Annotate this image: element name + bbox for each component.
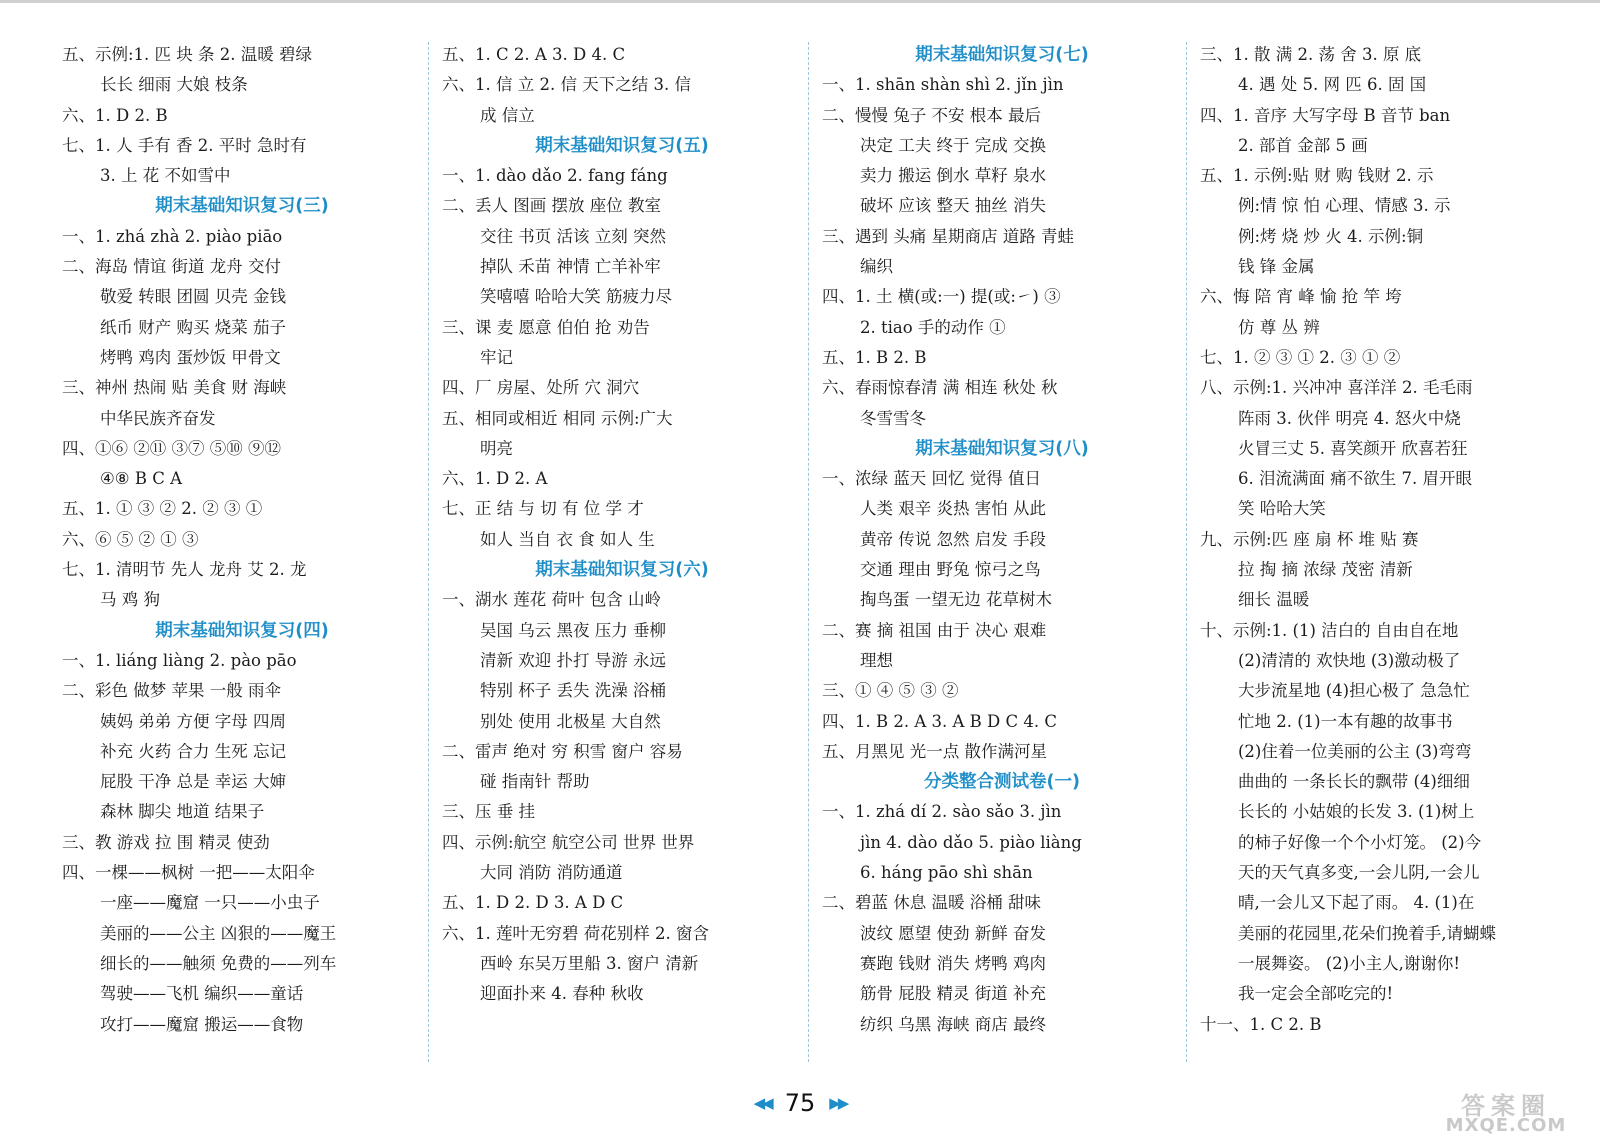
answer-line-continued: 火冒三丈 5. 喜笑颜开 欣喜若狂	[1238, 438, 1468, 458]
answer-line-continued: 仿 尊 丛 辨	[1238, 317, 1320, 337]
column-divider	[1186, 42, 1187, 1062]
answer-line: 一、1. zhá dí 2. sào sǎo 3. jìn	[822, 802, 1062, 822]
answer-line-continued: 阵雨 3. 伙伴 明亮 4. 怒火中烧	[1238, 408, 1461, 428]
answer-line-continued: 西岭 东吴万里船 3. 窗户 清新	[480, 953, 699, 973]
answer-line-continued: ④⑧ B C A	[100, 469, 182, 489]
answer-line-continued: 的柿子好像一个个小灯笼。 (2)今	[1238, 832, 1482, 852]
answer-line: 一、1. liáng liàng 2. pào pāo	[62, 650, 297, 670]
answer-line: 三、1. 散 满 2. 荡 舍 3. 原 底	[1200, 45, 1422, 64]
answer-line-continued: 例:情 惊 怕 心理、情感 3. 示	[1238, 196, 1451, 216]
answer-line-continued: 中华民族齐奋发	[100, 408, 216, 428]
answer-line-continued: 赛跑 钱财 消失 烤鸭 鸡肉	[860, 953, 1046, 973]
answer-line: 六、1. D 2. B	[62, 105, 168, 125]
answer-line: 二、碧蓝 休息 温暖 浴桶 甜味	[822, 893, 1041, 913]
answer-column-3	[822, 40, 1182, 1080]
answer-line: 二、雷声 绝对 穷 积雪 窗户 容易	[442, 741, 683, 761]
answer-line: 一、湖水 莲花 荷叶 包含 山岭	[442, 590, 661, 610]
answer-line-continued: 大步流星地 (4)担心极了 急急忙	[1238, 681, 1470, 701]
page-number: 75	[784, 1089, 816, 1117]
answer-line-continued: 一展舞姿。 (2)小主人,谢谢你!	[1238, 953, 1460, 973]
answer-line: 一、1. shān shàn shì 2. jǐn jìn	[822, 75, 1064, 95]
answer-line-continued: 钱 锋 金属	[1238, 257, 1315, 277]
answer-line-continued: 交往 书页 活该 立刻 突然	[480, 226, 666, 246]
answer-line: 五、示例:1. 匹 块 条 2. 温暖 碧绿	[62, 45, 313, 64]
answer-line-continued: 编织	[860, 257, 893, 277]
answer-line-continued: 天的天气真多变,一会儿阴,一会儿	[1238, 863, 1480, 883]
answer-line-continued: 交通 理由 野兔 惊弓之鸟	[860, 560, 1041, 580]
answer-line-continued: 掏鸟蛋 一望无边 花草树木	[860, 590, 1052, 610]
answer-line: 二、海岛 情谊 街道 龙舟 交付	[62, 257, 281, 277]
answer-line: 七、1. 人 手有 香 2. 平时 急时有	[62, 135, 307, 155]
answer-line-continued: 理想	[860, 650, 893, 670]
column-divider	[808, 42, 809, 1062]
answer-line-continued: 忙地 2. (1)一本有趣的故事书	[1238, 711, 1453, 731]
answer-line: 五、相同或相近 相同 示例:广大	[442, 408, 673, 428]
watermark-domain: MXQE.COM	[1445, 1115, 1567, 1136]
answer-line-continued: 攻打——魔窟 搬运——食物	[100, 1014, 304, 1034]
answer-line-continued: 大同 消防 消防通道	[480, 863, 623, 883]
column-divider	[428, 42, 429, 1062]
answer-column-1	[62, 40, 422, 1080]
answer-line-continued: 烤鸭 鸡肉 蛋炒饭 甲骨文	[100, 347, 281, 367]
answer-line-continued: 长长 细雨 大娘 枝条	[100, 75, 248, 95]
answer-line: 五、1. 示例:贴 财 购 钱财 2. 示	[1200, 166, 1434, 186]
section-heading: 分类整合测试卷(一)	[924, 772, 1080, 793]
answer-line-continued: 我一定会全部吃完的!	[1238, 984, 1394, 1004]
answer-line-continued: 细长的——触须 免费的——列车	[100, 953, 337, 973]
answer-line-continued: 清新 欢迎 扑打 导游 永远	[480, 650, 666, 670]
answer-line: 一、1. dào dǎo 2. fang fáng	[442, 166, 668, 186]
answer-line: 八、示例:1. 兴冲冲 喜洋洋 2. 毛毛雨	[1200, 378, 1473, 398]
section-heading: 期末基础知识复习(五)	[535, 135, 709, 156]
answer-line: 四、一棵——枫树 一把——太阳伞	[62, 863, 315, 883]
answer-line-continued: (2)清清的 欢快地 (3)激动极了	[1238, 650, 1461, 670]
answer-line: 四、1. 音序 大写字母 B 音节 ban	[1200, 105, 1451, 125]
answer-line: 五、月黑见 光一点 散作满河星	[822, 741, 1047, 761]
answer-line-continued: 驾驶——飞机 编织——童话	[100, 984, 304, 1004]
answer-line: 六、1. 信 立 2. 信 天下之结 3. 信	[442, 75, 691, 95]
answer-line-continued: 一座——魔窟 一只——小虫子	[100, 893, 320, 913]
answer-line: 十、示例:1. (1) 洁白的 自由自在地	[1200, 620, 1459, 640]
section-heading: 期末基础知识复习(七)	[915, 45, 1089, 65]
answer-line-continued: 马 鸡 狗	[100, 590, 160, 610]
answer-line-continued: 决定 工夫 终于 完成 交换	[860, 135, 1046, 155]
answer-line: 三、神州 热闹 贴 美食 财 海峡	[62, 378, 287, 398]
answer-line-continued: 纸币 财产 购买 烧菜 茄子	[100, 317, 286, 337]
answer-line-continued: 屁股 干净 总是 幸运 大婶	[100, 772, 286, 792]
answer-line: 二、慢慢 兔子 不安 根本 最后	[822, 105, 1041, 125]
answer-line: 五、1. B 2. B	[822, 347, 927, 367]
answer-line-continued: 3. 上 花 不如雪中	[100, 166, 231, 186]
answer-line-continued: 6. háng pāo shì shān	[860, 863, 1033, 883]
page-footer	[0, 1086, 1600, 1120]
section-heading: 期末基础知识复习(三)	[155, 196, 329, 217]
answer-line: 四、厂 房屋、处所 穴 洞穴	[442, 378, 640, 398]
answer-line: 七、正 结 与 切 有 位 学 才	[442, 499, 644, 519]
answer-line-continued: 2. 部首 金部 5 画	[1238, 135, 1368, 155]
answer-line: 五、1. ① ③ ② 2. ② ③ ①	[62, 499, 263, 519]
answer-line-continued: 笑 哈哈大笑	[1238, 499, 1326, 519]
answer-line: 七、1. ② ③ ① 2. ③ ① ②	[1200, 347, 1401, 367]
answer-line-continued: 吴国 乌云 黑夜 压力 垂柳	[480, 620, 666, 640]
answer-line: 七、1. 清明节 先人 龙舟 艾 2. 龙	[62, 560, 307, 580]
answer-line-continued: 补充 火药 合力 生死 忘记	[100, 741, 286, 761]
answer-line: 二、赛 摘 祖国 由于 决心 艰难	[822, 620, 1047, 640]
answer-line: 六、1. 莲叶无穷碧 荷花别样 2. 窗含	[442, 923, 709, 943]
answer-line: 十一、1. C 2. B	[1200, 1014, 1322, 1034]
watermark-logo	[1422, 1092, 1590, 1142]
answer-line-continued: 波纹 愿望 使劲 新鲜 奋发	[860, 923, 1046, 943]
answer-line-continued: 曲曲的 一条长长的飘带 (4)细细	[1238, 772, 1470, 792]
answer-line: 三、课 麦 愿意 伯伯 抢 劝告	[442, 317, 650, 337]
answer-line: 五、1. C 2. A 3. D 4. C	[442, 45, 626, 64]
answer-line-continued: 黄帝 传说 忽然 启发 手段	[860, 529, 1046, 549]
answer-line: 五、1. D 2. D 3. A D C	[442, 893, 624, 913]
answer-line: 四、示例:航空 航空公司 世界 世界	[442, 832, 695, 852]
section-heading: 期末基础知识复习(八)	[915, 438, 1089, 459]
answer-line: 二、丢人 图画 摆放 座位 教室	[442, 196, 661, 216]
answer-line-continued: 细长 温暖	[1238, 590, 1310, 610]
section-heading: 期末基础知识复习(四)	[155, 620, 329, 641]
answer-line-continued: 拉 掏 摘 浓绿 茂密 清新	[1238, 560, 1413, 580]
answer-line-continued: (2)住着一位美丽的公主 (3)弯弯	[1238, 741, 1472, 761]
answer-line-continued: 4. 遇 处 5. 网 匹 6. 固 国	[1238, 75, 1427, 95]
answer-line-continued: 长长的 小姑娘的长发 3. (1)树上	[1238, 802, 1475, 822]
answer-line-continued: 冬雪雪冬	[860, 408, 926, 428]
answer-line: 三、压 垂 挂	[442, 802, 535, 822]
answer-line: 一、1. zhá zhà 2. piào piāo	[62, 226, 283, 246]
answer-column-4	[1200, 40, 1560, 1080]
answer-line: 四、1. B 2. A 3. A B D C 4. C	[822, 711, 1057, 731]
answer-line-continued: 牢记	[480, 347, 513, 367]
answer-column-2	[442, 40, 802, 1080]
answer-line-continued: 掉队 禾苗 神情 亡羊补牢	[480, 257, 661, 277]
answer-line: 四、①⑥ ②⑪ ③⑦ ⑤⑩ ⑨⑫	[62, 438, 281, 458]
prev-arrows-icon: ◀◀	[753, 1094, 771, 1112]
top-rule	[0, 0, 1600, 3]
answer-line: 六、春雨惊春清 满 相连 秋处 秋	[822, 378, 1058, 398]
answer-line: 三、① ④ ⑤ ③ ②	[822, 681, 959, 701]
answer-line-continued: 例:烤 烧 炒 火 4. 示例:铜	[1238, 226, 1424, 246]
answer-line-continued: 碰 指南针 帮助	[480, 772, 590, 792]
answer-line-continued: 别处 使用 北极星 大自然	[480, 711, 661, 731]
answer-line-continued: 美丽的——公主 凶狠的——魔王	[100, 923, 337, 943]
answer-line-continued: 2. tiao 手的动作 ①	[860, 317, 1006, 337]
answer-line-continued: 迎面扑来 4. 春种 秋收	[480, 984, 644, 1004]
next-arrows-icon: ▶▶	[829, 1094, 847, 1112]
answer-line-continued: 姨妈 弟弟 方便 字母 四周	[100, 711, 286, 731]
answer-line-continued: 破坏 应该 整天 抽丝 消失	[860, 196, 1046, 216]
answer-line-continued: 晴,一会儿又下起了雨。 4. (1)在	[1238, 893, 1475, 913]
answer-line-continued: 敬爱 转眼 团圆 贝壳 金钱	[100, 287, 286, 307]
answer-line: 九、示例:匹 座 扇 杯 堆 贴 赛	[1200, 529, 1419, 549]
answer-line: 一、浓绿 蓝天 回忆 觉得 值日	[822, 469, 1041, 489]
answer-line-continued: 如人 当自 衣 食 如人 生	[480, 529, 655, 549]
answer-line-continued: 美丽的花园里,花朵们挽着手,请蝴蝶	[1238, 923, 1496, 943]
answer-line: 六、⑥ ⑤ ② ① ③	[62, 529, 199, 549]
answer-line-continued: 森林 脚尖 地道 结果子	[100, 802, 265, 822]
answer-line: 三、教 游戏 拉 围 精灵 使劲	[62, 832, 270, 852]
section-heading: 期末基础知识复习(六)	[535, 560, 709, 581]
answer-line-continued: 卖力 搬运 倒水 草籽 泉水	[860, 166, 1046, 186]
answer-line-continued: 人类 艰辛 炎热 害怕 从此	[860, 499, 1046, 519]
answer-line-continued: 特别 杯子 丢失 洗澡 浴桶	[480, 681, 666, 701]
answer-line-continued: 6. 泪流满面 痛不欲生 7. 眉开眼	[1238, 469, 1472, 489]
answer-line-continued: 纺织 乌黑 海峡 商店 最终	[860, 1014, 1046, 1034]
answer-line-continued: 明亮	[480, 438, 513, 458]
answer-line-continued: 笑嘻嘻 哈哈大笑 筋疲力尽	[480, 287, 672, 307]
answer-line: 四、1. 土 横(或:一) 提(或:㇀) ③	[822, 287, 1061, 307]
answer-line-continued: 筋骨 屁股 精灵 街道 补充	[860, 984, 1046, 1004]
answer-line: 六、1. D 2. A	[442, 469, 548, 489]
answer-line: 二、彩色 做梦 苹果 一般 雨伞	[62, 681, 281, 701]
answer-line: 六、悔 陪 宵 峰 愉 抢 竿 垮	[1200, 287, 1402, 307]
answer-line: 三、遇到 头痛 星期商店 道路 青蛙	[822, 226, 1074, 246]
answer-line-continued: jìn 4. dào dǎo 5. piào liàng	[860, 832, 1082, 852]
answer-line-continued: 成 信立	[480, 105, 535, 125]
watermark-text: 答案圈	[1461, 1092, 1551, 1120]
